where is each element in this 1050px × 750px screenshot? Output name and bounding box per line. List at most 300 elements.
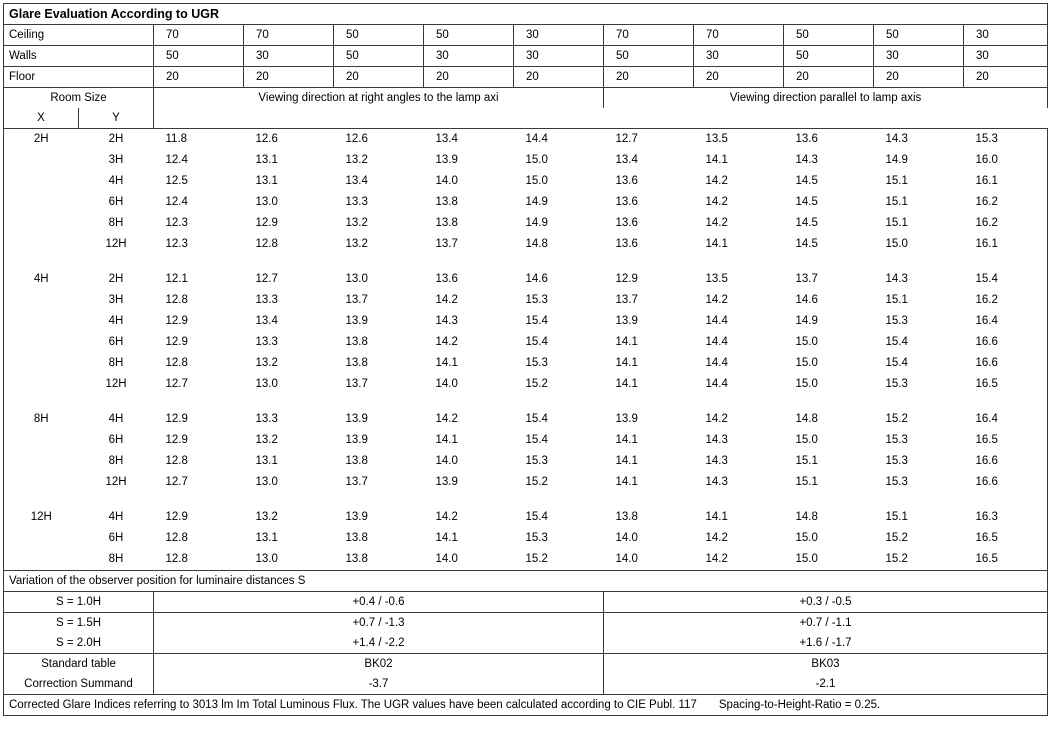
ugr-value: 13.8 (345, 553, 368, 565)
table-row (154, 150, 604, 171)
ugr-value: 14.4 (705, 336, 728, 348)
ugr-value: 14.5 (795, 175, 818, 187)
y-value: 8H (108, 553, 124, 565)
ugr-value: 14.4 (525, 133, 548, 145)
ugr-value: 13.9 (615, 315, 638, 327)
group-spacer (604, 255, 1048, 269)
ceiling-value: 70 (154, 25, 244, 46)
ugr-value: 12.4 (165, 196, 188, 208)
ugr-value: 13.3 (345, 196, 368, 208)
ugr-value: 12.8 (165, 532, 188, 544)
ugr-value: 14.1 (705, 238, 728, 250)
floor-value: 20 (694, 67, 784, 88)
x-value (4, 472, 79, 493)
ugr-value: 14.3 (705, 476, 728, 488)
ugr-value: 16.3 (975, 511, 998, 523)
x-value (4, 353, 79, 374)
ugr-value: 13.8 (435, 217, 458, 229)
ugr-value: 15.4 (525, 315, 548, 327)
x-value (4, 430, 79, 451)
ugr-value: 13.1 (255, 154, 278, 166)
ugr-value: 14.3 (435, 315, 458, 327)
ugr-value: 13.7 (345, 378, 368, 390)
ugr-value: 13.6 (615, 196, 638, 208)
ceiling-value: 50 (784, 25, 874, 46)
y-value: 3H (108, 154, 124, 166)
ugr-value: 12.9 (165, 434, 188, 446)
ugr-value: 13.5 (705, 273, 728, 285)
ugr-value: 14.0 (435, 553, 458, 565)
correction-summand-label: Correction Summand (4, 674, 154, 695)
ugr-value: 16.5 (975, 532, 998, 544)
y-value: 6H (108, 196, 124, 208)
variation-label: S = 1.0H (4, 592, 154, 613)
ugr-value: 13.9 (615, 413, 638, 425)
ceiling-value: 70 (694, 25, 784, 46)
ugr-value: 14.3 (885, 133, 908, 145)
table-row (604, 507, 1048, 528)
table-row (604, 311, 1048, 332)
ceiling-value: 70 (604, 25, 694, 46)
walls-value: 50 (784, 46, 874, 67)
table-row (154, 332, 604, 353)
table-row (154, 528, 604, 549)
x-value (4, 528, 79, 549)
ugr-value: 14.0 (615, 532, 638, 544)
ceiling-value: 50 (874, 25, 964, 46)
reflectance-row-floor (4, 67, 1048, 88)
ugr-value: 15.4 (975, 273, 998, 285)
ugr-value: 14.1 (705, 154, 728, 166)
ugr-value: 13.6 (615, 175, 638, 187)
walls-label: Walls (4, 46, 154, 67)
floor-value: 20 (604, 67, 694, 88)
group-spacer (79, 395, 154, 409)
table-row (604, 192, 1048, 213)
x-value (4, 451, 79, 472)
ugr-value: 16.5 (975, 378, 998, 390)
ugr-value: 14.1 (615, 357, 638, 369)
ugr-value: 14.8 (795, 511, 818, 523)
table-row (604, 290, 1048, 311)
table-row (154, 192, 604, 213)
ugr-value: 13.8 (435, 196, 458, 208)
ugr-value: 12.8 (165, 357, 188, 369)
ugr-value: 13.6 (795, 133, 818, 145)
ugr-value: 13.0 (255, 378, 278, 390)
ugr-value: 12.1 (165, 273, 188, 285)
ugr-value: 14.2 (705, 532, 728, 544)
standard-table-label: Standard table (4, 654, 154, 675)
ugr-value: 13.7 (795, 273, 818, 285)
ugr-value: 15.3 (525, 532, 548, 544)
ugr-value: 14.2 (705, 413, 728, 425)
floor-value: 20 (514, 67, 604, 88)
ugr-value: 15.3 (885, 378, 908, 390)
ugr-value: 14.3 (885, 273, 908, 285)
ugr-value: 15.0 (795, 553, 818, 565)
ugr-value: 14.3 (705, 455, 728, 467)
table-row (154, 129, 604, 150)
xy-header (4, 108, 1048, 129)
ugr-value: 12.5 (165, 175, 188, 187)
ugr-value: 13.3 (255, 336, 278, 348)
group-spacer (154, 493, 604, 507)
walls-value: 30 (694, 46, 784, 67)
x-value: 12H (30, 511, 52, 523)
ugr-value: 14.3 (795, 154, 818, 166)
walls-value: 50 (334, 46, 424, 67)
ugr-value: 12.9 (255, 217, 278, 229)
ugr-value: 12.9 (165, 413, 188, 425)
table-row (154, 374, 604, 395)
ugr-value: 15.1 (795, 476, 818, 488)
table-row (154, 409, 604, 430)
table-row (604, 430, 1048, 451)
ugr-value: 13.8 (345, 455, 368, 467)
ugr-value: 13.2 (255, 511, 278, 523)
ugr-value: 13.4 (255, 315, 278, 327)
group-spacer (4, 395, 79, 409)
group-spacer (154, 395, 604, 409)
ugr-value: 14.9 (525, 196, 548, 208)
group-spacer (4, 255, 79, 269)
ugr-value: 13.9 (435, 476, 458, 488)
ugr-value: 15.3 (885, 434, 908, 446)
variation-label: S = 2.0H (4, 633, 154, 654)
ugr-value: 12.8 (165, 294, 188, 306)
x-value (4, 311, 79, 332)
correction-left: -3.7 (154, 674, 604, 695)
ugr-value: 14.1 (615, 434, 638, 446)
ugr-value: 15.3 (885, 476, 908, 488)
ugr-value: 15.2 (525, 553, 548, 565)
floor-value: 20 (154, 67, 244, 88)
variation-row-3 (4, 633, 1048, 654)
footer-row (4, 695, 1048, 716)
ugr-value: 14.9 (525, 217, 548, 229)
floor-value: 20 (784, 67, 874, 88)
ugr-value: 12.7 (255, 273, 278, 285)
ugr-value: 13.7 (615, 294, 638, 306)
ugr-value: 15.2 (525, 476, 548, 488)
ugr-value: 13.0 (345, 273, 368, 285)
ugr-value: 14.8 (795, 413, 818, 425)
ugr-value: 13.1 (255, 532, 278, 544)
parallel-values (604, 129, 1048, 571)
y-column (79, 129, 154, 571)
ugr-value: 12.3 (165, 238, 188, 250)
ugr-value: 13.8 (345, 357, 368, 369)
ugr-value: 14.2 (435, 511, 458, 523)
ugr-value: 15.2 (885, 413, 908, 425)
title-row (4, 4, 1048, 25)
ugr-value: 13.9 (435, 154, 458, 166)
ugr-value: 12.6 (255, 133, 278, 145)
floor-value: 20 (244, 67, 334, 88)
table-row (604, 332, 1048, 353)
parallel-header: Viewing direction parallel to lamp axis (604, 88, 1048, 109)
y-value: 4H (108, 511, 124, 523)
group-spacer (79, 493, 154, 507)
ugr-value: 14.6 (795, 294, 818, 306)
floor-value: 20 (874, 67, 964, 88)
footer-text: Corrected Glare Indices referring to 3013 lm Im Total Luminous Flux. The UGR values have been calculated according to CIE Publ. 117 (9, 699, 697, 711)
ugr-value: 13.0 (255, 476, 278, 488)
ugr-value: 12.9 (165, 511, 188, 523)
ugr-value: 13.2 (345, 217, 368, 229)
ugr-value: 13.1 (255, 455, 278, 467)
ugr-value: 14.1 (435, 532, 458, 544)
y-value: 4H (108, 175, 124, 187)
ugr-value: 15.0 (795, 336, 818, 348)
ugr-value: 14.6 (525, 273, 548, 285)
x-value: 8H (33, 413, 49, 425)
room-size-label: Room Size (4, 88, 154, 109)
ugr-value: 12.6 (345, 133, 368, 145)
ugr-value: 13.0 (255, 196, 278, 208)
ugr-value: 14.2 (435, 294, 458, 306)
ugr-value: 14.1 (615, 455, 638, 467)
x-value (4, 192, 79, 213)
viewing-direction-header (4, 88, 1048, 109)
ugr-value: 15.1 (795, 455, 818, 467)
ugr-value: 16.2 (975, 196, 998, 208)
ugr-value: 16.4 (975, 413, 998, 425)
ugr-value: 12.8 (165, 553, 188, 565)
ugr-value: 14.0 (435, 175, 458, 187)
ugr-value: 14.1 (615, 476, 638, 488)
table-row (154, 311, 604, 332)
ugr-value: 12.9 (165, 315, 188, 327)
ugr-value: 14.2 (435, 413, 458, 425)
y-value: 6H (108, 336, 124, 348)
ceiling-value: 50 (334, 25, 424, 46)
group-spacer (79, 255, 154, 269)
ugr-value: 14.8 (525, 238, 548, 250)
ugr-value: 15.2 (885, 553, 908, 565)
ugr-value: 13.6 (615, 217, 638, 229)
ugr-table (3, 3, 1048, 716)
ugr-value: 13.9 (345, 315, 368, 327)
group-spacer (154, 255, 604, 269)
ceiling-value: 70 (244, 25, 334, 46)
ugr-value: 16.0 (975, 154, 998, 166)
reflectance-row-ceiling (4, 25, 1048, 46)
ugr-value: 13.6 (435, 273, 458, 285)
variation-title: Variation of the observer position for luminaire distances S (4, 571, 1048, 592)
ugr-value: 14.2 (435, 336, 458, 348)
table-row (154, 507, 604, 528)
y-value: 4H (108, 315, 124, 327)
ugr-value: 15.3 (525, 455, 548, 467)
ugr-value: 14.3 (705, 434, 728, 446)
ugr-value: 14.1 (435, 357, 458, 369)
ugr-value: 14.2 (705, 294, 728, 306)
group-spacer (604, 493, 1048, 507)
ugr-value: 13.9 (345, 511, 368, 523)
data-body-row (4, 129, 1048, 571)
ugr-value: 14.9 (885, 154, 908, 166)
ugr-value: 15.3 (885, 455, 908, 467)
ugr-value: 14.4 (705, 357, 728, 369)
table-row (604, 150, 1048, 171)
y-value: 4H (108, 413, 124, 425)
ugr-value: 15.4 (525, 511, 548, 523)
ugr-value: 12.4 (165, 154, 188, 166)
correction-summand-row (4, 674, 1048, 695)
floor-value: 20 (334, 67, 424, 88)
ugr-value: 13.3 (255, 413, 278, 425)
x-column (4, 129, 79, 571)
walls-value: 30 (514, 46, 604, 67)
table-row (154, 549, 604, 570)
ugr-value: 13.8 (345, 336, 368, 348)
walls-value: 50 (154, 46, 244, 67)
ugr-value: 13.7 (345, 294, 368, 306)
table-row (604, 472, 1048, 493)
variation-left-value: +0.4 / -0.6 (154, 592, 604, 613)
ugr-value: 15.3 (885, 315, 908, 327)
parallel-header-spacer (604, 108, 1048, 129)
ugr-value: 15.1 (885, 217, 908, 229)
variation-left-value: +1.4 / -2.2 (154, 633, 604, 654)
group-spacer (604, 395, 1048, 409)
ugr-value: 13.9 (345, 413, 368, 425)
standard-table-row (4, 654, 1048, 675)
ugr-value: 13.2 (255, 434, 278, 446)
ugr-value: 12.8 (165, 455, 188, 467)
table-row (154, 234, 604, 255)
ugr-value: 13.8 (345, 532, 368, 544)
ugr-value: 16.1 (975, 238, 998, 250)
group-spacer (4, 493, 79, 507)
ugr-value: 14.5 (795, 196, 818, 208)
ugr-value: 12.8 (255, 238, 278, 250)
y-value: 12H (105, 476, 127, 488)
x-value (4, 150, 79, 171)
table-row (154, 290, 604, 311)
ceiling-value: 30 (514, 25, 604, 46)
table-row (604, 528, 1048, 549)
ugr-value: 16.1 (975, 175, 998, 187)
ugr-value: 16.5 (975, 553, 998, 565)
ugr-value: 12.7 (165, 476, 188, 488)
standard-table-right: BK03 (604, 654, 1048, 675)
table-row (604, 269, 1048, 290)
table-row (604, 353, 1048, 374)
ugr-value: 15.0 (525, 154, 548, 166)
x-value (4, 213, 79, 234)
ugr-value: 16.6 (975, 336, 998, 348)
ugr-value: 12.3 (165, 217, 188, 229)
reflectance-row-walls (4, 46, 1048, 67)
x-value (4, 290, 79, 311)
ugr-value: 14.1 (615, 378, 638, 390)
ugr-value: 14.1 (435, 434, 458, 446)
footer-note (4, 695, 1048, 716)
variation-title-row (4, 571, 1048, 592)
page-title: Glare Evaluation According to UGR (4, 4, 1048, 25)
x-value (4, 332, 79, 353)
right-angles-values (154, 129, 604, 571)
ugr-value: 13.3 (255, 294, 278, 306)
ugr-value: 13.8 (615, 511, 638, 523)
ugr-value: 13.1 (255, 175, 278, 187)
table-row (604, 213, 1048, 234)
y-label: Y (79, 108, 154, 129)
right-angles-header: Viewing direction at right angles to the lamp axi (154, 88, 604, 109)
ugr-value: 12.7 (615, 133, 638, 145)
table-row (604, 171, 1048, 192)
ceiling-value: 50 (424, 25, 514, 46)
ugr-value: 15.4 (885, 336, 908, 348)
table-row (604, 549, 1048, 570)
ugr-value: 15.4 (525, 434, 548, 446)
ugr-value: 15.3 (525, 294, 548, 306)
x-value: 2H (33, 133, 49, 145)
ugr-value: 13.4 (345, 175, 368, 187)
ugr-value: 12.9 (165, 336, 188, 348)
y-value: 8H (108, 357, 124, 369)
ugr-value: 13.6 (615, 238, 638, 250)
ugr-value: 13.4 (615, 154, 638, 166)
x-value (4, 549, 79, 570)
ugr-value: 15.1 (885, 196, 908, 208)
ugr-value: 15.3 (525, 357, 548, 369)
ugr-value: 16.2 (975, 217, 998, 229)
floor-value: 20 (964, 67, 1048, 88)
variation-row-2 (4, 613, 1048, 634)
variation-right-value: +1.6 / -1.7 (604, 633, 1048, 654)
footer-spacing: Spacing-to-Height-Ratio = 0.25. (718, 699, 881, 711)
ceiling-value: 30 (964, 25, 1048, 46)
x-label: X (4, 108, 79, 129)
ugr-value: 13.7 (345, 476, 368, 488)
table-row (154, 353, 604, 374)
ugr-value: 15.0 (795, 532, 818, 544)
table-row (154, 430, 604, 451)
ugr-value: 16.6 (975, 476, 998, 488)
ugr-value: 16.2 (975, 294, 998, 306)
x-value: 4H (33, 273, 49, 285)
ugr-value: 15.4 (885, 357, 908, 369)
table-row (154, 269, 604, 290)
right-angles-header-spacer (154, 108, 604, 129)
table-row (154, 213, 604, 234)
y-value: 2H (108, 273, 124, 285)
ugr-value: 15.4 (525, 413, 548, 425)
ugr-value: 14.2 (705, 175, 728, 187)
ugr-value: 15.0 (795, 434, 818, 446)
ugr-value: 15.1 (885, 175, 908, 187)
ugr-value: 13.2 (345, 238, 368, 250)
walls-value: 30 (424, 46, 514, 67)
variation-label: S = 1.5H (4, 613, 154, 634)
y-value: 12H (105, 238, 127, 250)
ugr-value: 15.1 (885, 511, 908, 523)
y-value: 8H (108, 217, 124, 229)
walls-value: 30 (874, 46, 964, 67)
table-row (604, 129, 1048, 150)
table-row (604, 234, 1048, 255)
ceiling-label: Ceiling (4, 25, 154, 46)
ugr-value: 13.2 (345, 154, 368, 166)
ugr-value: 14.0 (435, 378, 458, 390)
ugr-value: 15.2 (525, 378, 548, 390)
ugr-value: 15.0 (885, 238, 908, 250)
ugr-value: 12.9 (615, 273, 638, 285)
